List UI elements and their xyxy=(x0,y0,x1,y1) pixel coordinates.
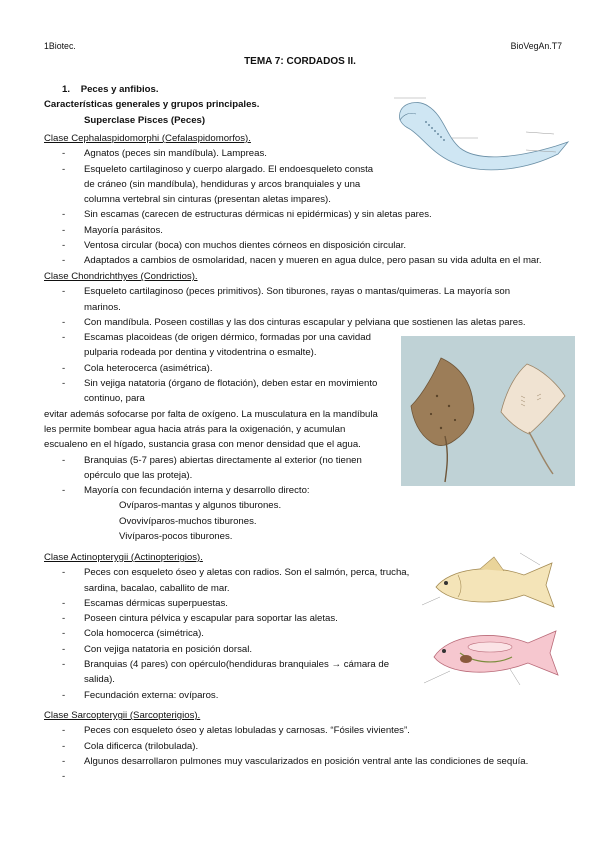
bullet: - xyxy=(62,740,66,752)
bullet: - xyxy=(62,643,66,655)
label-line xyxy=(526,132,554,134)
section-sarcopterygii xyxy=(44,708,564,783)
sub-item: Vivíparos-pocos tiburones. xyxy=(119,531,233,543)
swim-bladder xyxy=(468,642,512,652)
section-title: Clase Sarcopterygii (Sarcopterigios). xyxy=(44,710,201,721)
item-text: Agnatos (peces sin mandíbula). Lampreas. xyxy=(84,148,267,160)
item-text: Mayoría parásitos. xyxy=(84,224,163,236)
item-text: Peces con esqueleto óseo y aletas lobuladas y carnosas. “Fósiles vivientes”. xyxy=(84,725,410,737)
heading-1 xyxy=(44,82,374,97)
section-title: Clase Actinopterygii (Actinopterigios). xyxy=(44,552,203,563)
item-text: de cráneo (sin mandíbula), hendiduras y arcos branquiales y una xyxy=(84,178,361,190)
heading-text: Peces y anfibios. xyxy=(80,84,159,95)
bullet: - xyxy=(62,689,66,701)
list-item xyxy=(44,253,564,268)
bullet: - xyxy=(62,209,66,221)
bullet: - xyxy=(62,771,66,783)
item-text: Cola heterocerca (asimétrica). xyxy=(84,362,213,374)
item-text: Esqueleto cartilaginoso (peces primitivos). Son tiburones, rayas o mantas/quimeras. La mayoría son xyxy=(84,286,511,298)
list-item xyxy=(44,315,564,330)
bullet: - xyxy=(62,163,66,175)
item-text: Con vejiga natatoria en posición dorsal. xyxy=(84,643,252,655)
item-text: opérculo que las proteja). xyxy=(84,469,193,481)
item-text: columna vertebral sin cinturas (presentan aletas impares). xyxy=(84,194,331,206)
item-text: Mayoría con fecundación interna y desarrollo directo: xyxy=(84,485,310,497)
bullet: - xyxy=(62,628,66,640)
lamprey-body xyxy=(399,102,568,169)
fish-internal-body xyxy=(434,631,558,675)
item-text: sardina, bacalao, caballito de mar. xyxy=(84,582,230,594)
sub-item: Ovíparos-mantas y algunos tiburones. xyxy=(119,500,282,512)
list-item xyxy=(44,284,564,299)
heading-number: 1. xyxy=(62,84,71,95)
bullet: - xyxy=(62,224,66,236)
item-text: pulparia rodeada por dentina y vitodentrina o esmalte). xyxy=(84,347,317,359)
item-text: Con mandíbula. Poseen costillas y las dos cinturas escapular y pelviana que sostienen las aletas pares. xyxy=(84,316,526,328)
liver xyxy=(460,655,472,663)
item-text: Poseen cintura pélvica y escapular para soportar las aletas. xyxy=(84,613,338,625)
list-item xyxy=(44,238,564,253)
bullet: - xyxy=(62,485,66,497)
bullet: - xyxy=(62,725,66,737)
intro-section xyxy=(44,82,374,128)
bullet: - xyxy=(62,286,66,298)
list-item-continuation xyxy=(44,192,564,207)
bullet: - xyxy=(62,567,66,579)
bullet: - xyxy=(62,332,66,344)
paragraph-line: evitar además sofocarse por falta de oxígeno. La musculatura en la mandíbula xyxy=(44,408,378,420)
list-item xyxy=(44,723,564,738)
fish-internal-eye-icon xyxy=(442,649,446,653)
bullet: - xyxy=(62,255,66,267)
bullet: - xyxy=(62,148,66,160)
list-item xyxy=(44,223,564,238)
item-text: Sin escamas (carecen de estructuras dérmicas ni epidérmicas) y sin aletas pares. xyxy=(84,209,432,221)
paragraph-line: escualeno en el hígado, sustancia grasa con menor densidad que el agua. xyxy=(44,439,361,451)
bullet: - xyxy=(62,240,66,252)
item-text: Fecundación externa: ovíparos. xyxy=(84,689,219,701)
bullet: - xyxy=(62,659,66,671)
item-text: Cola homocerca (simétrica). xyxy=(84,628,204,640)
bullet: - xyxy=(62,597,66,609)
item-text: continuo, para xyxy=(84,393,145,405)
section-title: Clase Cephalaspidomorphi (Cefalaspidomorfos). xyxy=(44,133,251,144)
item-text: Sin vejiga natatoria (órgano de flotación), deben estar en movimiento xyxy=(84,378,378,390)
sub-item: Ovovivíparos-muchos tiburones. xyxy=(119,515,257,527)
item-text: salida). xyxy=(84,674,115,686)
fish-eye-icon xyxy=(444,581,448,585)
list-item xyxy=(44,207,564,222)
bullet: - xyxy=(62,362,66,374)
list-item xyxy=(44,739,564,754)
bony-fish-illustration xyxy=(420,545,580,705)
item-text: Peces con esqueleto óseo y aletas con radios. Son el salmón, perca, trucha, xyxy=(84,567,410,579)
item-text: Ventosa circular (boca) con muchos dientes córneos en disposición circular. xyxy=(84,240,407,252)
bullet: - xyxy=(62,378,66,390)
bullet: - xyxy=(62,454,66,466)
section-title: Clase Chondrichthyes (Condrictios). xyxy=(44,271,198,282)
bullet: - xyxy=(62,755,66,767)
dorsal-fin xyxy=(480,557,504,571)
list-item-continuation xyxy=(44,300,564,315)
header-right: BioVegAn.T7 xyxy=(510,41,562,51)
item-text: Cola dificerca (trilobulada). xyxy=(84,740,199,752)
item-text: Escamas placoideas (de origen dérmico, formadas por una cavidad xyxy=(84,332,371,344)
item-text: Branquias (5-7 pares) abiertas directamente al exterior (no tienen xyxy=(84,454,362,466)
lamprey-illustration xyxy=(386,92,576,192)
page-title: TEMA 7: CORDADOS II. xyxy=(244,56,356,67)
ray-illustration xyxy=(401,336,575,486)
heading-3: Superclase Pisces (Peces) xyxy=(84,114,206,126)
item-text: Esqueleto cartilaginoso y cuerpo alargado. El endoesqueleto consta xyxy=(84,163,374,175)
item-text: marinos. xyxy=(84,301,121,313)
item-text: Escamas dérmicas superpuestas. xyxy=(84,597,228,609)
item-text: Adaptados a cambios de osmolaridad, nacen y mueren en agua dulce, pero pasan su vida adulta en el mar. xyxy=(84,255,542,267)
header-left: 1Biotec. xyxy=(44,41,76,51)
bullet: - xyxy=(62,613,66,625)
item-text: Branquias (4 pares) con opérculo(hendiduras branquiales → cámara de xyxy=(84,659,390,671)
list-item xyxy=(44,754,564,769)
paragraph-line: les permite bombear agua hacia atrás para la oxigenación, y acumulan xyxy=(44,423,346,435)
heading-2: Características generales y grupos principales. xyxy=(44,99,260,111)
item-text: Algunos desarrollaron pulmones muy vascularizados en posición ventral ante las condiciones de sequía. xyxy=(84,755,529,767)
bullet: - xyxy=(62,316,66,328)
